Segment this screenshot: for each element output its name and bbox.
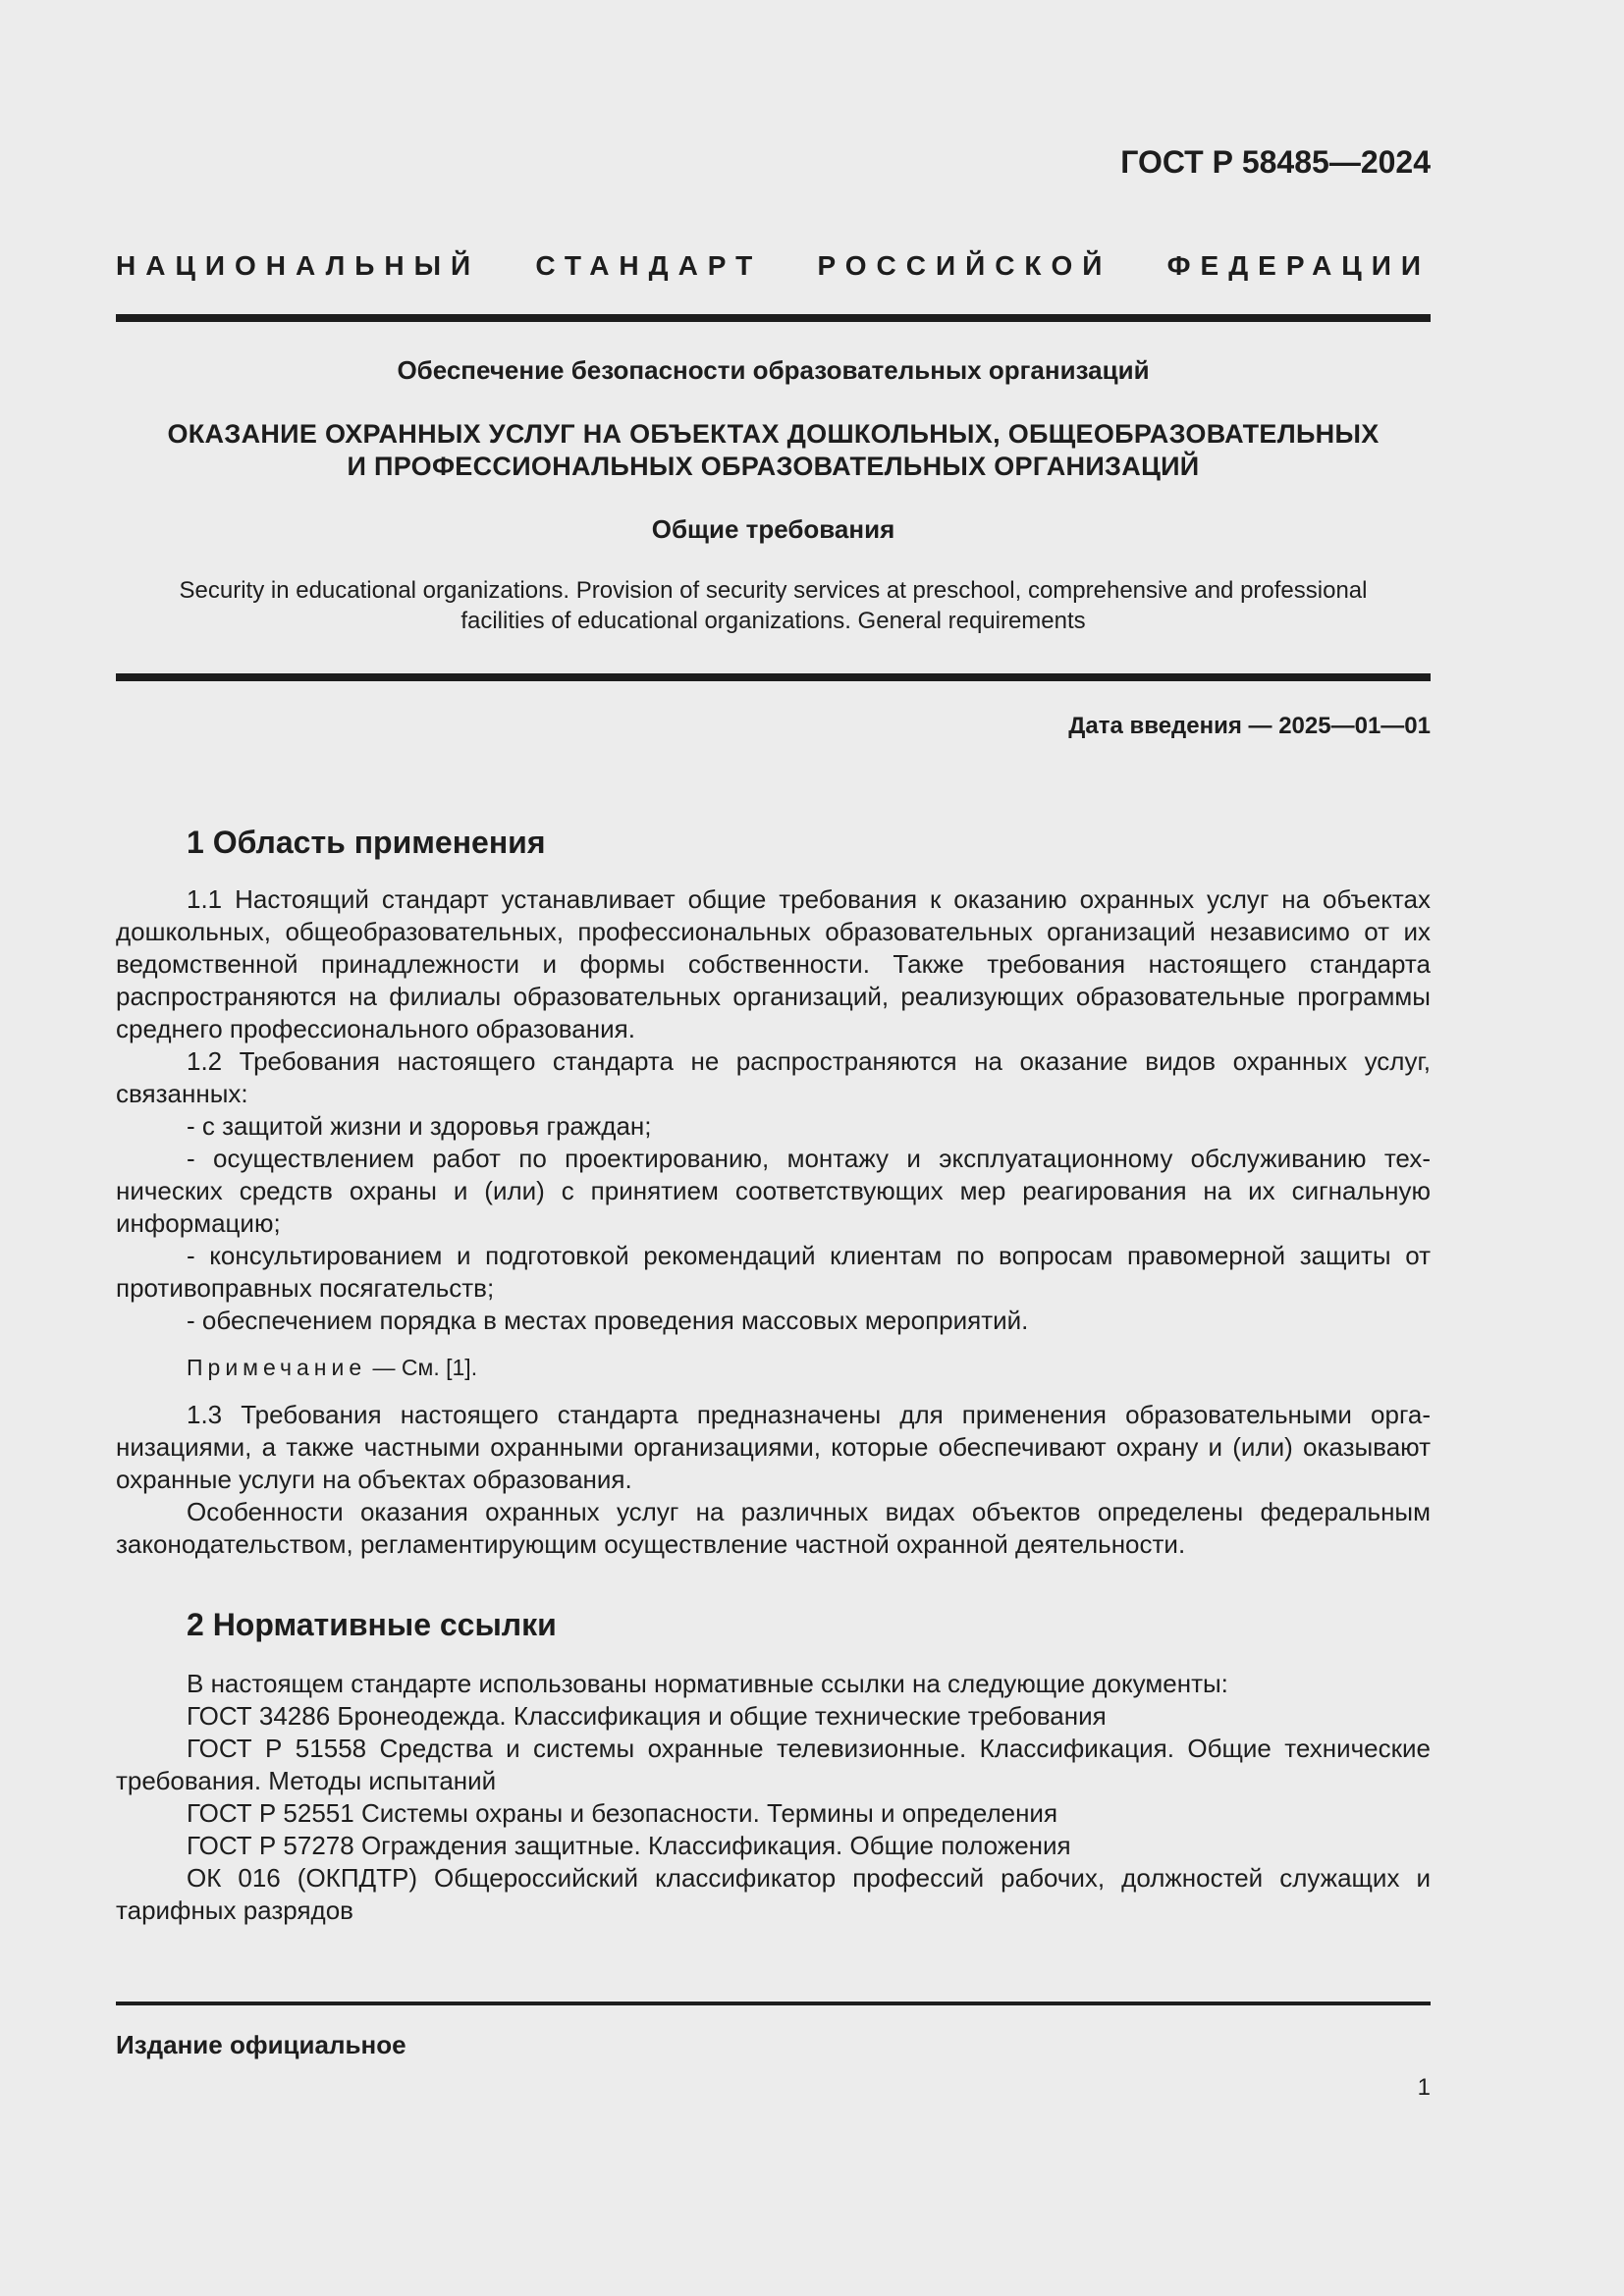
reference-item: ГОСТ Р 52551 Системы охраны и безопасности. Термины и определения: [187, 1798, 1058, 1828]
paragraph-1-1: 1.1 Настоящий стандарт устанавливает общие требования к оказанию охранных услуг на объектах дошкольных, общеобразовательных, профессиональных образовательных организаций независимо от их ведомственной принадлежности и формы собственности. Также требования настоящего стандарта распространяются на филиалы образовательных организаций, реализующих образовательные программы среднего профессионального образования.: [116, 884, 1431, 1043]
english-title-line-1: Security in educational organizations. Provision of security services at preschool, comprehensive and professional: [179, 577, 1368, 604]
introduction-date: Дата введения — 2025—01—01: [1068, 713, 1431, 739]
reference-item: ГОСТ Р 51558 Средства и системы охранные телевизионные. Классификация. Общие технические требования. Методы испытаний: [116, 1734, 1431, 1795]
standard-number: ГОСТ Р 58485—2024: [1120, 144, 1431, 180]
note-text: — См. [1].: [366, 1355, 478, 1380]
reference-item: ОК 016 (ОКПДТР) Общероссийский классификатор профессий рабочих, должностей служащих и тарифных разрядов: [116, 1863, 1431, 1925]
standard-series: Обеспечение безопасности образовательных организаций: [397, 355, 1150, 385]
standard-subtitle: Общие требования: [651, 514, 895, 544]
paragraph-1-3: 1.3 Требования настоящего стандарта предназначены для применения образовательными организациями, а также частными охранными организациями, которые обеспечивают охрану и (или) оказывают охранные услуги на объектах образования.: [116, 1400, 1431, 1494]
list-item: - осуществлением работ по проектированию, монтажу и эксплуатационному обслуживанию технических средств охраны и (или) с принятием соответствующих мер реагирования на их сигнальную информацию;: [116, 1144, 1431, 1238]
title-bottom-rule: [116, 673, 1431, 681]
note: [116, 1352, 1431, 1384]
list-item: - консультированием и подготовкой рекомендаций клиентам по вопросам правомерной защиты от противоправных посягательств;: [116, 1241, 1431, 1303]
top-rule: [116, 314, 1431, 322]
standard-title: [116, 418, 1431, 483]
list-item: - обеспечением порядка в местах проведения массовых мероприятий.: [187, 1306, 1029, 1335]
reference-item: ГОСТ 34286 Бронеодежда. Классификация и общие технические требования: [187, 1701, 1107, 1731]
paragraph-1-3b: Особенности оказания охранных услуг на различных видах объектов определены федеральным законодательством, регламентирующим осуществление частной охранной деятельности.: [116, 1497, 1431, 1559]
national-standard-label: НАЦИОНАЛЬНЫЙ СТАНДАРТ РОССИЙСКОЙ ФЕДЕРАЦИИ: [116, 250, 1431, 281]
footer-rule: [116, 2002, 1431, 2005]
english-title: [116, 575, 1431, 636]
section-2-heading: 2 Нормативные ссылки: [187, 1607, 557, 1642]
note-label: Примечание: [187, 1355, 367, 1380]
section-1-heading: 1 Область применения: [187, 825, 546, 860]
reference-item: ГОСТ Р 57278 Ограждения защитные. Классификация. Общие положения: [187, 1831, 1071, 1860]
references-intro: В настоящем стандарте использованы нормативные ссылки на следующие документы:: [187, 1669, 1228, 1698]
section-1-body: [116, 883, 1431, 1561]
section-2-body: [116, 1668, 1431, 1927]
official-edition-label: Издание официальное: [116, 2030, 406, 2059]
page-number: 1: [1417, 2074, 1431, 2101]
title-line-1: ОКАЗАНИЕ ОХРАННЫХ УСЛУГ НА ОБЪЕКТАХ ДОШКОЛЬНЫХ, ОБЩЕОБРАЗОВАТЕЛЬНЫХ: [167, 419, 1380, 449]
english-title-line-2: facilities of educational organizations. General requirements: [460, 608, 1086, 634]
title-line-2: И ПРОФЕССИОНАЛЬНЫХ ОБРАЗОВАТЕЛЬНЫХ ОРГАНИЗАЦИЙ: [347, 452, 1200, 481]
list-item: - с защитой жизни и здоровья граждан;: [187, 1111, 652, 1141]
paragraph-1-2: 1.2 Требования настоящего стандарта не распространяются на оказание видов охранных услуг, связанных:: [116, 1046, 1431, 1108]
